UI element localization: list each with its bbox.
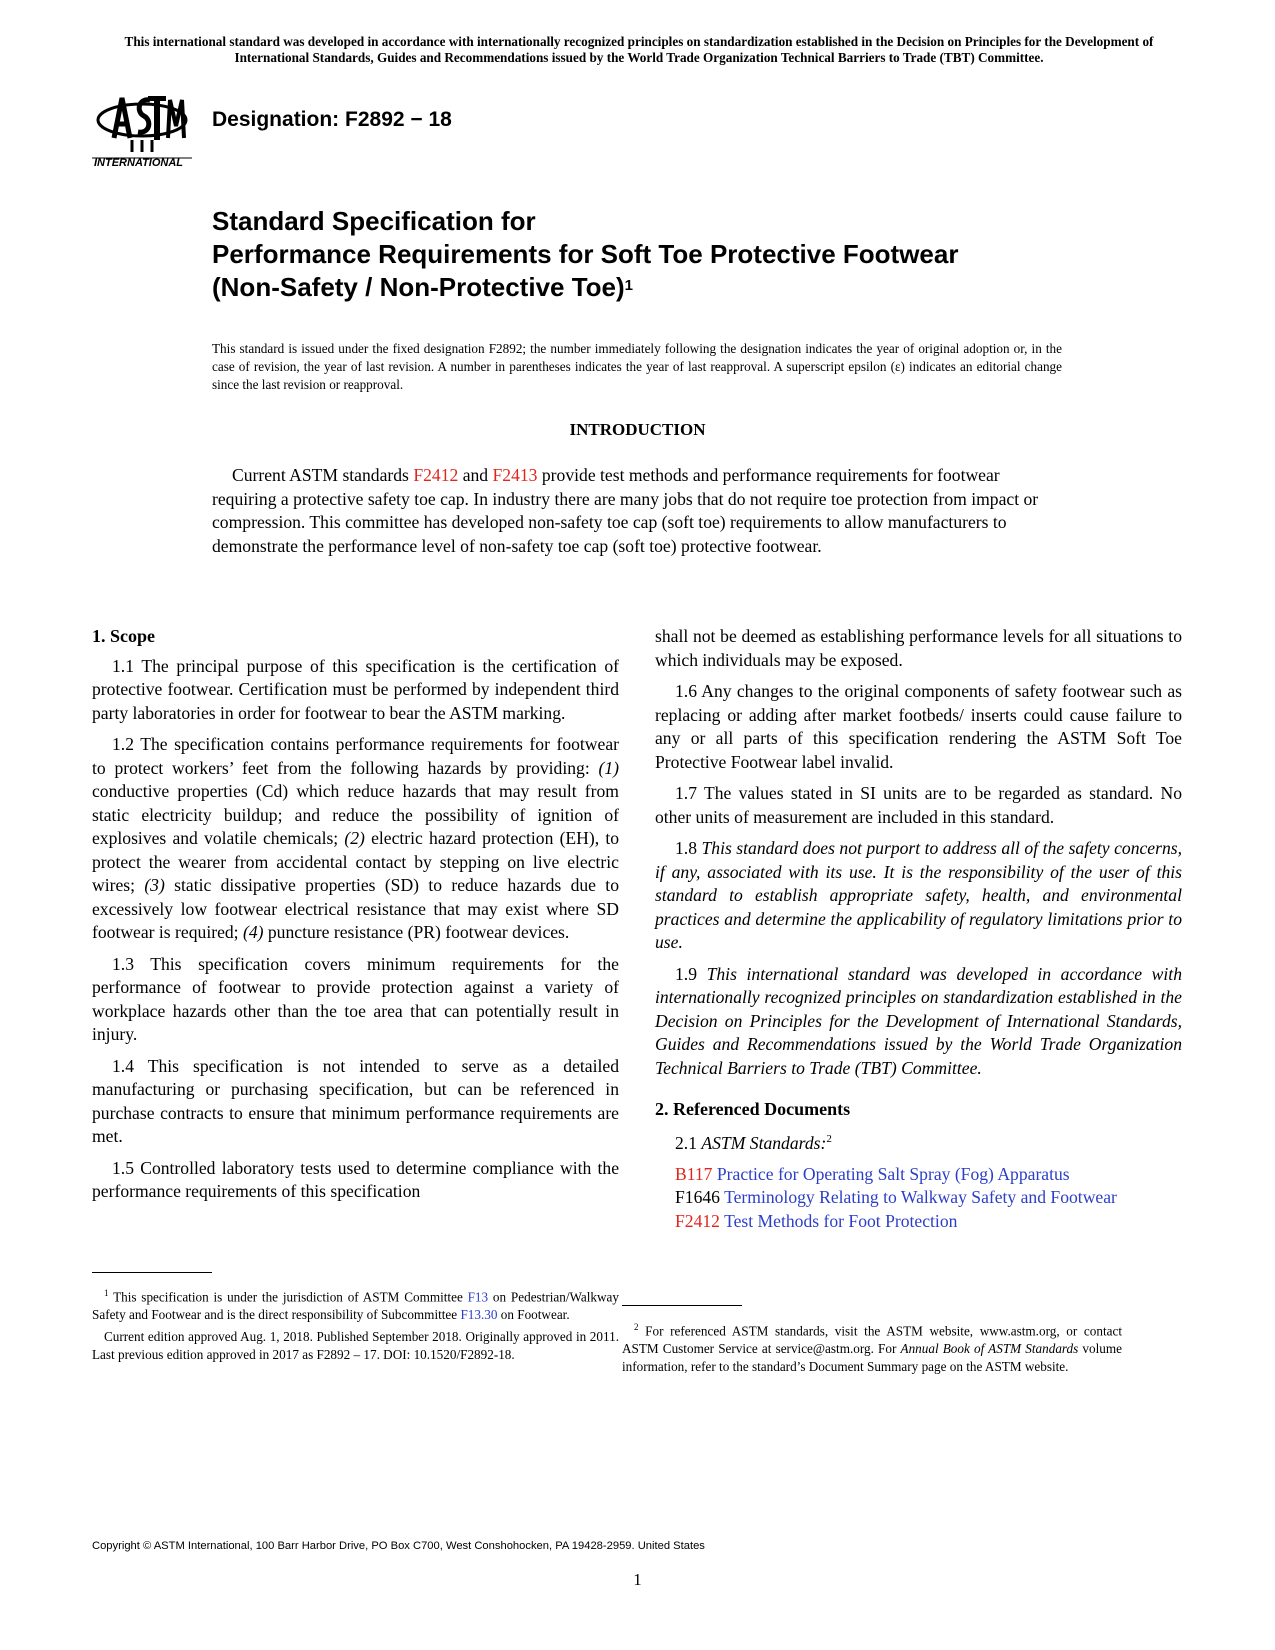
footnote-mark: 1 [104, 1288, 109, 1298]
section-number: 1.9 [675, 963, 707, 984]
section-1-2 [92, 733, 619, 945]
ref-title[interactable]: Test Methods for Foot Protection [724, 1210, 958, 1231]
footnote-divider-left [92, 1272, 212, 1273]
ref-title[interactable]: Practice for Operating Salt Spray (Fog) Apparatus [716, 1163, 1070, 1184]
ref-item-f2412[interactable] [655, 1210, 1182, 1234]
left-column [92, 625, 619, 1212]
section-1-4: 1.4 This specification is not intended to serve as a detailed manufacturing or purchasing specification, but can be referenced in purchase contracts to ensure that minimum performance requirements are met. [92, 1055, 619, 1146]
list-number: (1) [598, 757, 619, 778]
intro-text: provide test methods and performance requirements for footwear requiring a protective safety toe cap. In industry there are many jobs that do not require toe protection from impact or compression. This committee has developed non-safety toe cap (soft toe) requirements to allow manufacturers to demonstrate the performance level of non-safety toe cap (soft toe) protective footwear. [212, 465, 1039, 556]
intro-text: and [458, 465, 493, 485]
ref-title[interactable]: Terminology Relating to Walkway Safety and Footwear [724, 1187, 1117, 1208]
subcommittee-f13-30-link[interactable]: F13.30 [460, 1307, 498, 1323]
section-1-1: 1.1 The principal purpose of this specification is the certification of protective footwear. Certification must be performed by independent third party laboratories in order for footwear to bear the ASTM marking. [92, 655, 619, 723]
right-column [655, 625, 1182, 1233]
title-line-3-text: (Non-Safety / Non-Protective Toe) [212, 272, 625, 302]
introduction-heading: INTRODUCTION [569, 420, 706, 439]
footnote-mark: 2 [826, 1132, 832, 1145]
title-footnote-mark: 1 [624, 277, 634, 294]
section-1-9 [655, 963, 1182, 1081]
section-1-2-text: conductive properties (Cd) which reduce hazards that may result from static electricity buildup; and reduce the possibility of ignition of explosives and volatile chemicals; [92, 781, 619, 848]
intro-link-f2412[interactable]: F2412 [413, 465, 459, 485]
section-1-2-text: electric hazard protection (EH), to protect the wearer from accidental contact by stepping on live electric wires; [92, 828, 620, 895]
referenced-documents-heading: 2. Referenced Documents [655, 1099, 851, 1119]
document-title [212, 205, 1112, 304]
ref-code[interactable]: B117 [675, 1163, 713, 1184]
scope-heading: 1. Scope [92, 626, 155, 646]
footnote-text: For referenced ASTM standards, visit the ASTM website, www.astm.org, or contact ASTM Customer Service at service@astm.org. For [622, 1323, 1122, 1357]
footnote-1-edition: Current edition approved Aug. 1, 2018. Published September 2018. Originally approved in 2011. Last previous edition approved in 2017 as F2892 – 17. DOI: 10.1520/F2892-18. [92, 1329, 619, 1363]
section-number: 1.8 [675, 838, 702, 858]
section-1-8 [655, 837, 1182, 955]
list-number: (2) [344, 828, 365, 848]
astm-international-logo [92, 86, 198, 172]
footnote-2 [622, 1318, 1122, 1380]
section-1-2-text: puncture resistance (PR) footwear devices. [263, 922, 570, 942]
footnote-text-italic: Annual Book of ASTM Standards [900, 1341, 1079, 1357]
title-line-1: Standard Specification for [212, 206, 536, 236]
list-number: (3) [144, 875, 165, 895]
copyright-line: Copyright © ASTM International, 100 Barr Harbor Drive, PO Box C700, West Conshohocken, PA 19428-2959. United States [92, 1540, 705, 1552]
section-number: 2.1 [675, 1132, 702, 1153]
ref-code[interactable]: F2412 [675, 1210, 720, 1231]
section-1-3: 1.3 This specification covers minimum requirements for the performance of footwear to provide protection against a variety of workplace hazards other than the toe area that can potentially result in injury. [92, 953, 619, 1044]
section-1-7: 1.7 The values stated in SI units are to be regarded as standard. No other units of measurement are included in this standard. [655, 783, 1182, 827]
logo-international-text: INTERNATIONAL [94, 157, 184, 169]
footnote-text: This specification is under the jurisdiction of ASTM Committee [113, 1289, 468, 1305]
astm-logo-mark [92, 86, 198, 172]
intro-text: Current ASTM standards [232, 465, 414, 485]
footnote-divider-right [622, 1305, 742, 1306]
section-1-5-part1: 1.5 Controlled laboratory tests used to determine compliance with the performance requirements of this specification [92, 1157, 619, 1201]
intro-link-f2413[interactable]: F2413 [492, 465, 538, 485]
ref-code: F1646 [675, 1187, 720, 1208]
section-1-5-part2: shall not be deemed as establishing performance levels for all situations to which individuals may be exposed. [655, 626, 1182, 670]
footnote-1 [92, 1284, 619, 1368]
issue-note: This standard is issued under the fixed designation F2892; the number immediately following the designation indicates the year of original adoption or, in the case of revision, the year of last revision. A number in parentheses indicates the year of last reapproval. A superscript epsilon (ε) indicates an editorial change since the last revision or reapproval. [212, 341, 1062, 392]
footnote-text: on Footwear. [497, 1307, 570, 1323]
title-line-2: Performance Requirements for Soft Toe Protective Footwear [212, 239, 959, 269]
list-number: (4) [242, 922, 264, 942]
section-1-6: 1.6 Any changes to the original components of safety footwear such as replacing or adding after market footbeds/ inserts could cause failure to any or all parts of this specification rendering the ASTM Soft Toe Protective Footwear label invalid. [655, 681, 1182, 772]
section-1-2-text: static dissipative properties (SD) to reduce hazards due to excessively low footwear electrical resistance that may exist where SD footwear is required; [92, 875, 619, 942]
footnote-text: on Pedestrian/Walkway Safety and Footwear and is the direct responsibility of Subcommittee [92, 1289, 619, 1323]
designation: Designation: F2892 − 18 [212, 108, 452, 131]
astm-standards-label: ASTM Standards: [701, 1132, 827, 1153]
ref-item-b117[interactable] [655, 1163, 1182, 1187]
title-line-3 [212, 271, 1112, 304]
section-2-1 [655, 1128, 1182, 1155]
committee-f13-link[interactable]: F13 [467, 1289, 489, 1305]
section-1-8-text: This standard does not purport to address all of the safety concerns, if any, associated with its use. It is the responsibility of the user of this standard to establish appropriate safety, health, and environmental practices and determine the applicability of regulatory limitations prior to use. [655, 838, 1182, 952]
ref-item-f1646[interactable] [655, 1186, 1182, 1210]
footnote-text: volume information, refer to the standard’s Document Summary page on the ASTM website. [622, 1341, 1122, 1375]
section-1-9-text: This international standard was developed in accordance with internationally recognized principles on standardization established in the Decision on Principles for the Development of International Standards, Guides and Recommendations issued by the World Trade Organization Technical Barriers to Trade (TBT) Committee. [655, 963, 1182, 1078]
footnote-mark: 2 [634, 1322, 639, 1332]
page-number: 1 [633, 1570, 642, 1589]
introduction-body [212, 464, 1062, 558]
international-standard-notice: This international standard was developed in accordance with internationally recognized principles on standardization established in the Decision on Principles for the Development of International Standards, Guides and Recommendations issued by the World Trade Organization Technical Barriers to Trade (TBT) Committee. [124, 34, 1154, 65]
section-1-2-text: 1.2 The specification contains performance requirements for footwear to protect workers’ feet from the following hazards by providing: [92, 734, 619, 778]
